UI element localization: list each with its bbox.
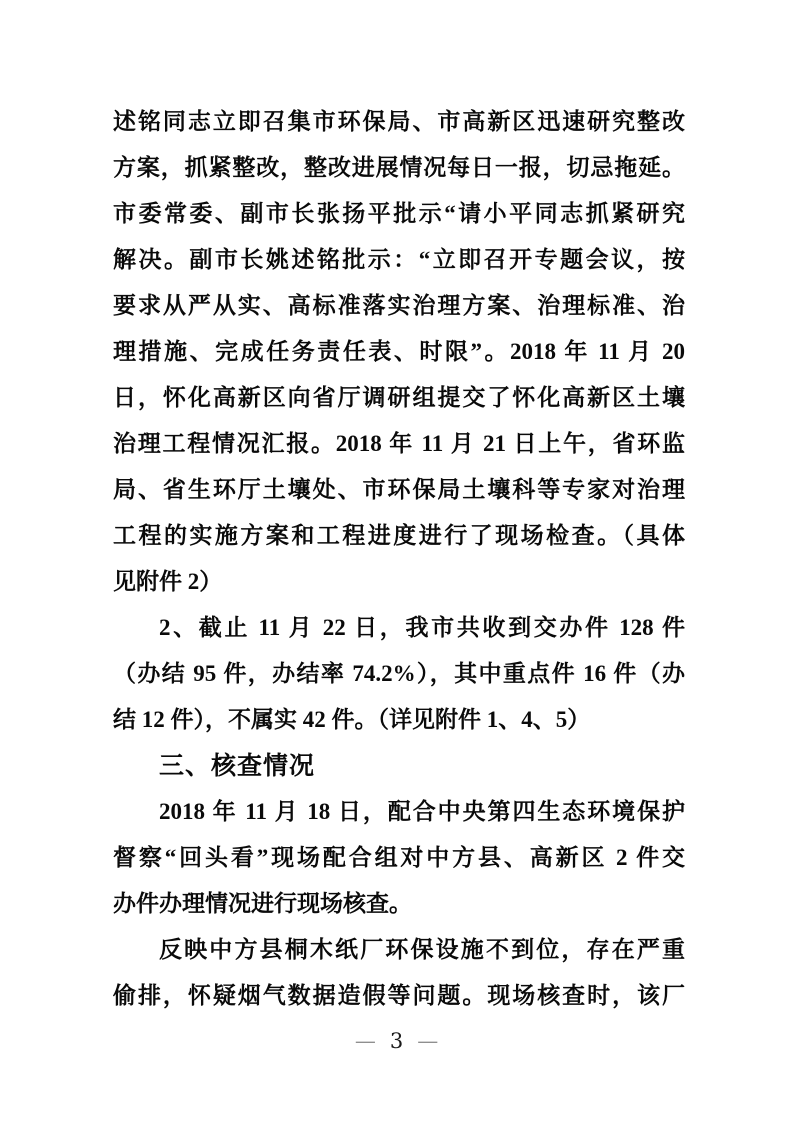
text-line: 理措施、完成任务责任表、时限”。2018 年 11 月 20 (113, 339, 685, 364)
page-number: 3 (389, 1029, 404, 1053)
footer-dash-left: — (354, 1029, 376, 1053)
text-line: 办件办理情况进行现场核查。 (113, 891, 412, 916)
text-line: 治理工程情况汇报。2018 年 11 月 21 日上午，省环监 (113, 431, 685, 456)
text-line-paragraph-start: 反映中方县桐木纸厂环保设施不到位，存在严重 (159, 937, 685, 962)
text-line: 要求从严从实、高标准落实治理方案、治理标准、治 (113, 293, 685, 318)
text-line-paragraph-start: 2、截止 11 月 22 日，我市共收到交办件 128 件 (159, 615, 685, 640)
section-heading: 三、核查情况 (159, 752, 316, 780)
text-line: 偷排，怀疑烟气数据造假等问题。现场核查时，该厂 (113, 983, 685, 1008)
text-line: 结 12 件），不属实 42 件。（详见附件 1、4、5） (113, 707, 591, 732)
footer-dash-right: — (417, 1029, 439, 1053)
text-line: 解决。副市长姚述铭批示：“立即召开专题会议，按 (113, 247, 685, 272)
text-line: 督察“回头看”现场配合组对中方县、高新区 2 件交 (113, 845, 685, 870)
document-body (113, 99, 685, 1019)
text-line-paragraph-start: 2018 年 11 月 18 日，配合中央第四生态环境保护 (159, 799, 685, 824)
text-line: 日，怀化高新区向省厅调研组提交了怀化高新区土壤 (113, 385, 685, 410)
page-footer (0, 1026, 793, 1056)
text-line: （办结 95 件，办结率 74.2%），其中重点件 16 件（办 (113, 661, 685, 686)
text-line: 方案，抓紧整改，整改进展情况每日一报，切忌拖延。 (113, 155, 685, 180)
text-line: 述铭同志立即召集市环保局、市高新区迅速研究整改 (113, 109, 685, 134)
text-line: 见附件 2） (113, 569, 223, 594)
text-line: 工程的实施方案和工程进度进行了现场检查。（具体 (113, 523, 685, 548)
text-line: 市委常委、副市长张扬平批示“请小平同志抓紧研究 (113, 201, 685, 226)
text-line: 局、省生环厅土壤处、市环保局土壤科等专家对治理 (113, 477, 685, 502)
